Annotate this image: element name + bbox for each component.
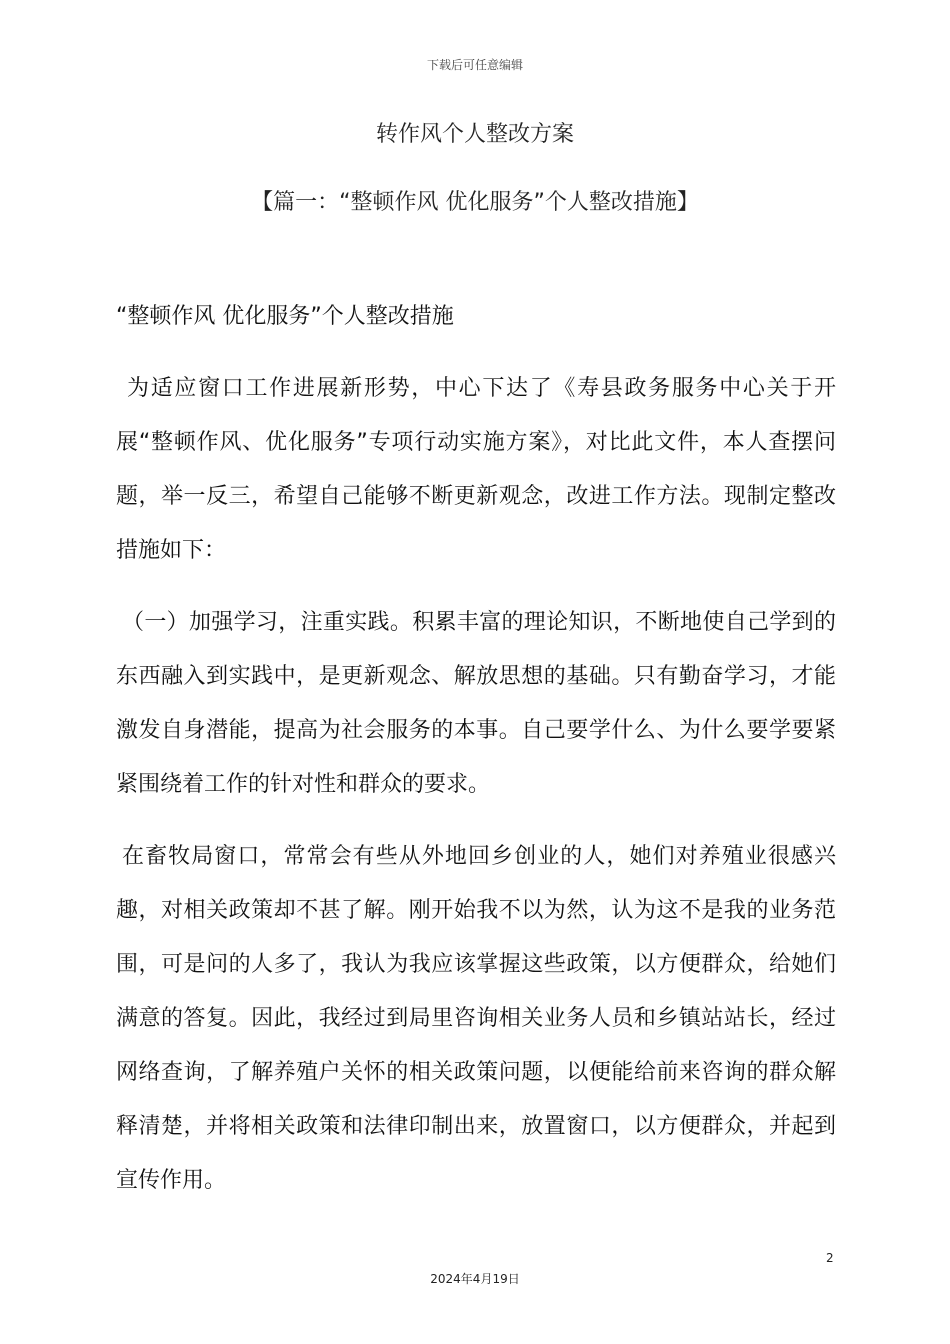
header-note: 下载后可任意编辑 xyxy=(426,58,523,72)
paragraph-intro: 为适应窗口工作进展新形势，中心下达了《寿县政务服务中心关于开展“整顿作风、优化服务”专项行动实施方案》，对比此文件，本人查摆问题，举一反三，希望自己能够不断更新观念，改进工作方法。现制定整改措施如下： xyxy=(116,376,836,563)
paragraph-item-1: （一）加强学习，注重实践。积累丰富的理论知识，不断地使自己学到的东西融入到实践中，是更新观念、解放思想的基础。只有勤奋学习，才能激发自身潜能，提高为社会服务的本事。自己要学什么、为什么要学要紧紧围绕着工作的针对性和群众的要求。 xyxy=(116,610,836,797)
paragraph-window-service: 在畜牧局窗口，常常会有些从外地回乡创业的人，她们对养殖业很感兴趣，对相关政策却不甚了解。刚开始我不以为然，认为这不是我的业务范围，可是问的人多了，我认为我应该掌握这些政策，以方便群众，给她们满意的答复。因此，我经过到局里咨询相关业务人员和乡镇站站长，经过网络查询，了解养殖户关怀的相关政策问题，以便能给前来咨询的群众解释清楚，并将相关政策和法律印制出来，放置窗口，以方便群众，并起到宣传作用。 xyxy=(116,844,836,1193)
footer-date: 2024年4月19日 xyxy=(430,1272,520,1286)
page-number: 2 xyxy=(826,1251,834,1265)
document-subtitle: 【篇一：“整顿作风 优化服务”个人整改措施】 xyxy=(251,190,699,215)
section-heading: “整顿作风 优化服务”个人整改措施 xyxy=(116,304,454,329)
document-body xyxy=(116,290,836,1226)
document-title: 转作风个人整改方案 xyxy=(375,122,574,147)
